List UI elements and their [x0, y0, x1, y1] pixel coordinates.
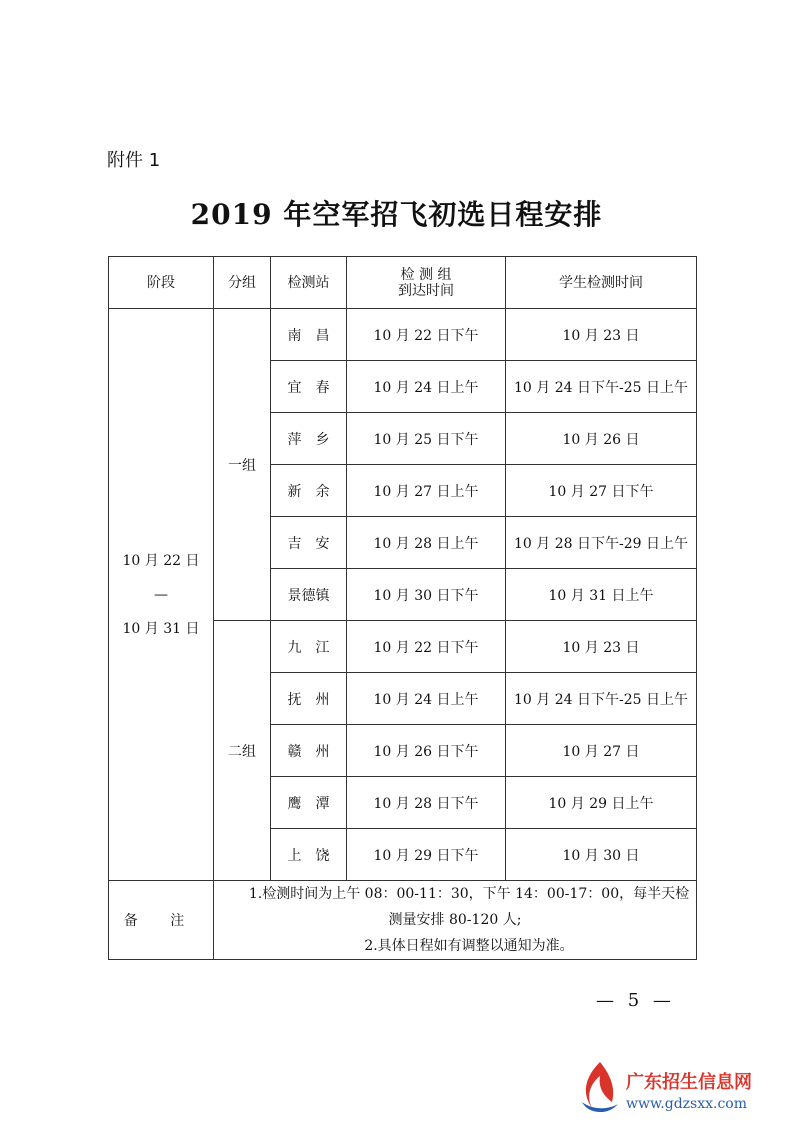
watermark-url: www.gdzsxx.com	[626, 1096, 748, 1112]
table-header-row	[109, 257, 697, 309]
student-time-cell: 10 月 24 日下午-25 日上午	[506, 361, 697, 413]
student-time-cell: 10 月 23 日	[506, 309, 697, 361]
notes-row	[109, 881, 697, 960]
page-number: — 5 —	[596, 990, 675, 1011]
table-row	[109, 309, 697, 361]
station-cell: 九 江	[271, 621, 347, 673]
header-student-time: 学生检测时间	[506, 257, 697, 309]
watermark-logo	[574, 1058, 774, 1118]
header-arrival-line2: 到达时间	[398, 282, 454, 299]
header-arrival	[347, 257, 506, 309]
arrival-cell: 10 月 24 日上午	[347, 673, 506, 725]
header-stage: 阶段	[109, 257, 214, 309]
student-time-cell: 10 月 27 日	[506, 725, 697, 777]
student-time-cell: 10 月 23 日	[506, 621, 697, 673]
station-cell: 上 饶	[271, 829, 347, 881]
station-cell: 鹰 潭	[271, 777, 347, 829]
arrival-cell: 10 月 22 日下午	[347, 309, 506, 361]
student-time-cell: 10 月 27 日下午	[506, 465, 697, 517]
stage-start: 10 月 22 日	[122, 552, 200, 569]
student-time-cell: 10 月 24 日下午-25 日上午	[506, 673, 697, 725]
station-cell: 萍 乡	[271, 413, 347, 465]
student-time-cell: 10 月 31 日上午	[506, 569, 697, 621]
student-time-cell: 10 月 26 日	[506, 413, 697, 465]
arrival-cell: 10 月 24 日上午	[347, 361, 506, 413]
header-station: 检测站	[271, 257, 347, 309]
station-cell: 吉 安	[271, 517, 347, 569]
student-time-cell: 10 月 28 日下午-29 日上午	[506, 517, 697, 569]
group-cell-1: 一组	[214, 309, 271, 621]
note-item: 2.具体日程如有调整以通知为准。	[364, 938, 574, 954]
station-cell: 景德镇	[271, 569, 347, 621]
station-cell: 抚 州	[271, 673, 347, 725]
note-item: 1.检测时间为上午 08：00-11：30，下午 14：00-17：00，每半天检测量安排 80-120 人;	[248, 886, 690, 928]
group-cell-2: 二组	[214, 621, 271, 881]
student-time-cell: 10 月 30 日	[506, 829, 697, 881]
arrival-cell: 10 月 28 日上午	[347, 517, 506, 569]
stage-dash: —	[154, 586, 168, 603]
station-cell: 赣 州	[271, 725, 347, 777]
schedule-table	[108, 256, 697, 960]
attachment-label: 附件 1	[107, 150, 161, 171]
flame-logo-icon	[574, 1058, 624, 1118]
arrival-cell: 10 月 22 日下午	[347, 621, 506, 673]
watermark-name: 广东招生信息网	[626, 1072, 752, 1093]
header-group: 分组	[214, 257, 271, 309]
arrival-cell: 10 月 29 日下午	[347, 829, 506, 881]
arrival-cell: 10 月 28 日下午	[347, 777, 506, 829]
station-cell: 宜 春	[271, 361, 347, 413]
header-arrival-line1: 检 测 组	[400, 266, 452, 283]
arrival-cell: 10 月 26 日下午	[347, 725, 506, 777]
notes-label: 备 注	[109, 881, 214, 960]
station-cell: 南 昌	[271, 309, 347, 361]
page-title: 2019 年空军招飞初选日程安排	[190, 198, 603, 231]
stage-cell	[109, 309, 214, 881]
notes-cell	[214, 881, 697, 960]
student-time-cell: 10 月 29 日上午	[506, 777, 697, 829]
station-cell: 新 余	[271, 465, 347, 517]
arrival-cell: 10 月 27 日上午	[347, 465, 506, 517]
arrival-cell: 10 月 30 日下午	[347, 569, 506, 621]
arrival-cell: 10 月 25 日下午	[347, 413, 506, 465]
stage-end: 10 月 31 日	[122, 620, 200, 637]
